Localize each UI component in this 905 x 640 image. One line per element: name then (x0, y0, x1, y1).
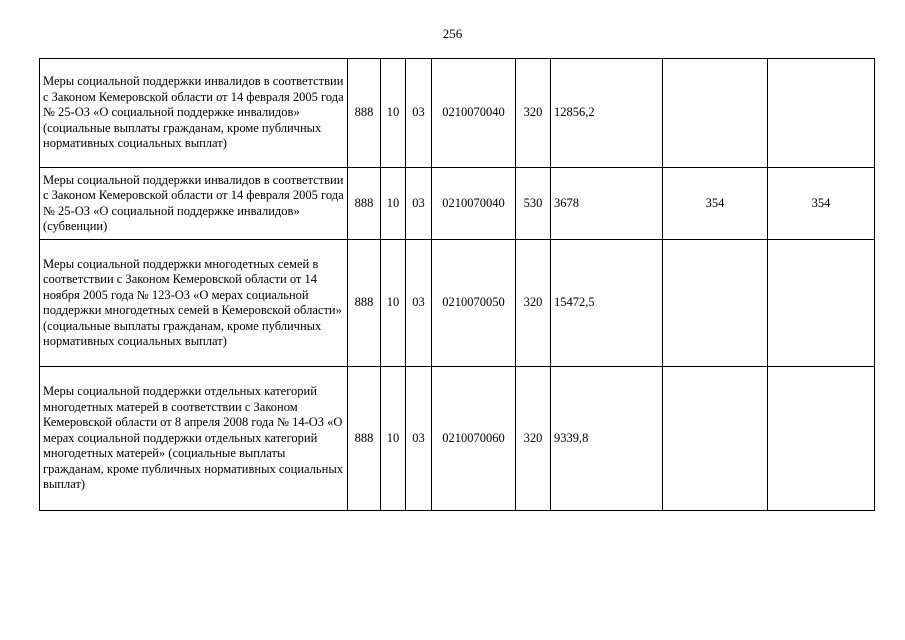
amount-2 (663, 240, 768, 367)
amount-3 (768, 59, 875, 168)
section-code: 10 (381, 168, 406, 240)
amount-1: 12856,2 (551, 59, 663, 168)
ministry-code: 888 (348, 168, 381, 240)
budget-table (39, 58, 875, 511)
table-row (40, 168, 875, 240)
target-article-code: 0210070040 (432, 59, 516, 168)
section-code: 10 (381, 367, 406, 511)
row-description: Меры социальной поддержки отдельных категорий многодетных матерей в соответствии с Законом Кемеровской области от 8 апреля 2008 года № 14-ОЗ «О мерах социальной поддержки отдельных категорий многодетных матерей» (социальные выплаты гражданам, кроме публичных нормативных социальных выплат) (40, 367, 348, 511)
expense-type-code: 320 (516, 367, 551, 511)
section-code: 10 (381, 240, 406, 367)
row-description: Меры социальной поддержки инвалидов в соответствии с Законом Кемеровской области от 14 февраля 2005 года № 25-ОЗ «О социальной поддержке инвалидов» (социальные выплаты гражданам, кроме публичных нормативных социальных выплат) (40, 59, 348, 168)
expense-type-code: 530 (516, 168, 551, 240)
amount-3: 354 (768, 168, 875, 240)
table-row (40, 367, 875, 511)
amount-1: 9339,8 (551, 367, 663, 511)
amount-3 (768, 240, 875, 367)
row-description: Меры социальной поддержки многодетных семей в соответствии с Законом Кемеровской области от 14 ноября 2005 года № 123-ОЗ «О мерах социальной поддержки многодетных семей в Кемеровской области» (социальные выплаты гражданам, кроме публичных нормативных социальных выплат) (40, 240, 348, 367)
target-article-code: 0210070050 (432, 240, 516, 367)
amount-3 (768, 367, 875, 511)
subsection-code: 03 (406, 168, 432, 240)
subsection-code: 03 (406, 59, 432, 168)
amount-2 (663, 367, 768, 511)
amount-2 (663, 59, 768, 168)
row-description: Меры социальной поддержки инвалидов в соответствии с Законом Кемеровской области от 14 февраля 2005 года № 25-ОЗ «О социальной поддержке инвалидов» (субвенции) (40, 168, 348, 240)
target-article-code: 0210070040 (432, 168, 516, 240)
table-row (40, 59, 875, 168)
expense-type-code: 320 (516, 59, 551, 168)
target-article-code: 0210070060 (432, 367, 516, 511)
amount-2: 354 (663, 168, 768, 240)
ministry-code: 888 (348, 367, 381, 511)
section-code: 10 (381, 59, 406, 168)
subsection-code: 03 (406, 240, 432, 367)
page-number: 256 (442, 26, 463, 41)
subsection-code: 03 (406, 367, 432, 511)
ministry-code: 888 (348, 240, 381, 367)
amount-1: 3678 (551, 168, 663, 240)
amount-1: 15472,5 (551, 240, 663, 367)
ministry-code: 888 (348, 59, 381, 168)
table-row (40, 240, 875, 367)
expense-type-code: 320 (516, 240, 551, 367)
